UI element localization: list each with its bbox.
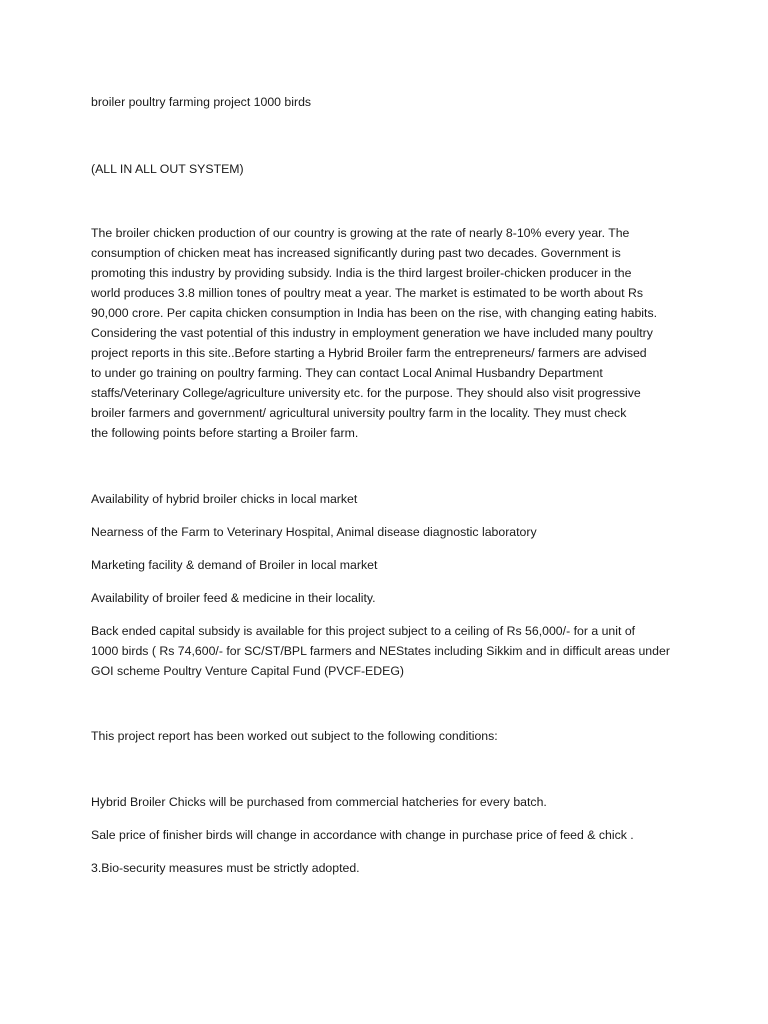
- conditions-heading: This project report has been worked out subject to the following conditions:: [91, 729, 498, 743]
- condition-item: 3.Bio-security measures must be strictly adopted.: [91, 861, 360, 875]
- intro-line: project reports in this site..Before starting a Hybrid Broiler farm the entrepreneurs/ farmers are advised: [91, 346, 647, 360]
- intro-paragraph: [91, 223, 661, 443]
- intro-line: the following points before starting a Broiler farm.: [91, 426, 359, 440]
- point-item: Nearness of the Farm to Veterinary Hospital, Animal disease diagnostic laboratory: [91, 525, 537, 539]
- intro-line: staffs/Veterinary College/agriculture university etc. for the purpose. They should also visit progressive: [91, 386, 641, 400]
- condition-item: Sale price of finisher birds will change in accordance with change in purchase price of feed & chick .: [91, 828, 634, 842]
- point-item: Availability of hybrid broiler chicks in local market: [91, 492, 358, 506]
- point-item: Availability of broiler feed & medicine in their locality.: [91, 591, 376, 605]
- intro-line: world produces 3.8 million tones of poultry meat a year. The market is estimated to be worth about Rs: [91, 286, 644, 300]
- intro-line: promoting this industry by providing subsidy. India is the third largest broiler-chicken producer in the: [91, 266, 632, 280]
- intro-line: 90,000 crore. Per capita chicken consumption in India has been on the rise, with changing eating habits.: [91, 306, 658, 320]
- point-item: Marketing facility & demand of Broiler in local market: [91, 558, 378, 572]
- document-title: broiler poultry farming project 1000 birds: [91, 95, 312, 109]
- intro-line: broiler farmers and government/ agricultural university poultry farm in the locality. They must check: [91, 406, 627, 420]
- intro-line: Considering the vast potential of this industry in employment generation we have included many poultry: [91, 326, 653, 340]
- intro-line: The broiler chicken production of our country is growing at the rate of nearly 8-10% every year. The: [91, 226, 630, 240]
- system-label: (ALL IN ALL OUT SYSTEM): [91, 162, 244, 176]
- subsidy-line: Back ended capital subsidy is available for this project subject to a ceiling of Rs 56,000/- for a unit of: [91, 624, 636, 638]
- subsidy-line: 1000 birds ( Rs 74,600/- for SC/ST/BPL farmers and NEStates including Sikkim and in difficult areas under: [91, 644, 670, 658]
- intro-line: consumption of chicken meat has increased significantly during past two decades. Government is: [91, 246, 621, 260]
- subsidy-line: GOI scheme Poultry Venture Capital Fund (PVCF-EDEG): [91, 664, 404, 678]
- subsidy-paragraph: [91, 621, 670, 681]
- intro-line: to under go training on poultry farming. They can contact Local Animal Husbandry Department: [91, 366, 603, 380]
- condition-item: Hybrid Broiler Chicks will be purchased from commercial hatcheries for every batch.: [91, 795, 547, 809]
